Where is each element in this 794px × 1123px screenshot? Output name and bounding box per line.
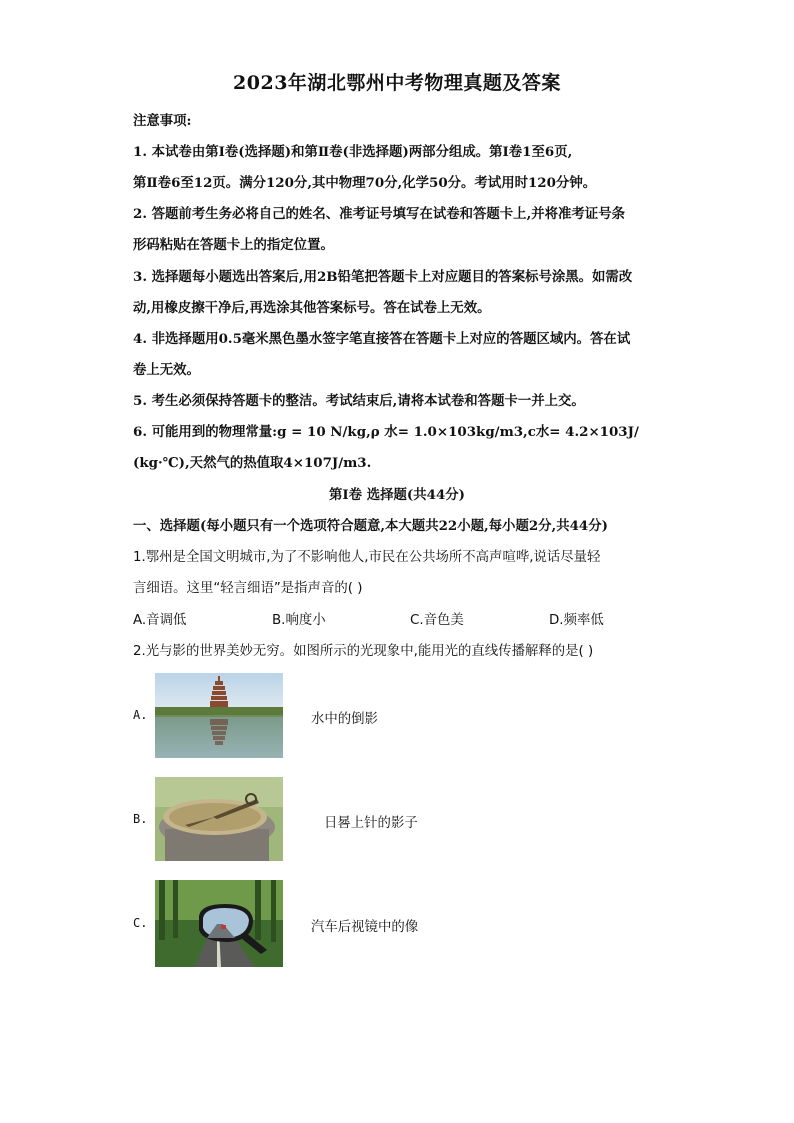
notice-line: 3. 选择题每小题选出答案后,用2B铅笔把答题卡上对应题目的答案标号涂黑。如需改 — [133, 269, 633, 285]
q1-option-a: A.音调低 — [133, 613, 187, 628]
notice-line: 4. 非选择题用0.5毫米黑色墨水签字笔直接答在答题卡上对应的答题区域内。答在试 — [133, 331, 631, 347]
car-mirror-image — [155, 880, 283, 967]
q1-option-b: B.响度小 — [272, 613, 326, 628]
pagoda-reflection-image — [155, 673, 283, 758]
notice-line: 动,用橡皮擦干净后,再选涂其他答案标号。答在试卷上无效。 — [133, 300, 491, 316]
notice-line: (kg·℃),天然气的热值取4×107J/m3. — [133, 455, 372, 471]
notice-line: 卷上无效。 — [133, 362, 200, 378]
notice-line: 2. 答题前考生务必将自己的姓名、准考证号填写在试卷和答题卡上,并将准考证号条 — [133, 206, 625, 222]
q2-option-c-letter: C. — [133, 916, 148, 930]
sundial-image — [155, 777, 283, 861]
notice-line: 5. 考生必须保持答题卡的整洁。考试结束后,请将本试卷和答题卡一并上交。 — [133, 393, 585, 409]
q2-option-a-caption: 水中的倒影 — [311, 712, 378, 727]
q2-option-a-letter: A. — [133, 708, 148, 722]
q1-option-c: C.音色美 — [410, 613, 464, 628]
notice-line: 1. 本试卷由第Ⅰ卷(选择题)和第Ⅱ卷(非选择题)两部分组成。第Ⅰ卷1至6页, — [133, 144, 573, 160]
question-1-stem: 言细语。这里“轻言细语”是指声音的( ) — [133, 581, 363, 596]
notice-line: 6. 可能用到的物理常量:g = 10 N/kg,ρ 水= 1.0×103kg/m3,c水= 4.2×103J/ — [133, 424, 639, 440]
q1-option-d: D.频率低 — [549, 613, 604, 628]
section-heading: 一、选择题(每小题只有一个选项符合题意,本大题共22小题,每小题2分,共44分) — [133, 518, 608, 534]
q2-option-c-caption: 汽车后视镜中的像 — [311, 920, 419, 935]
question-1-stem: 1.鄂州是全国文明城市,为了不影响他人,市民在公共场所不高声喧哗,说话尽量轻 — [133, 550, 601, 565]
notice-heading: 注意事项: — [133, 113, 192, 129]
notice-line: 形码粘贴在答题卡上的指定位置。 — [133, 237, 334, 253]
page-title: 2023年湖北鄂州中考物理真题及答案 — [233, 72, 561, 94]
notice-line: 第Ⅱ卷6至12页。满分120分,其中物理70分,化学50分。考试用时120分钟。 — [133, 175, 597, 191]
q2-option-b-letter: B. — [133, 812, 148, 826]
q2-option-b-caption: 日晷上针的影子 — [324, 816, 418, 831]
question-2-stem: 2.光与影的世界美妙无穷。如图所示的光现象中,能用光的直线传播解释的是( ) — [133, 644, 594, 659]
part-title: 第Ⅰ卷 选择题(共44分) — [329, 487, 465, 503]
